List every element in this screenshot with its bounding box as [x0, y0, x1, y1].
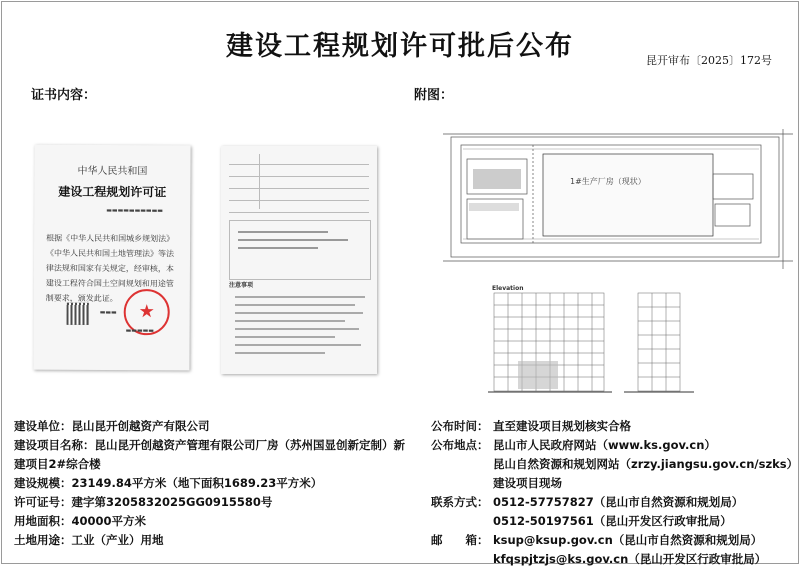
info-row-project-name: 建设项目名称：昆山昆开创越资产管理有限公司厂房（苏州国显创新定制）新建项目2#综合楼 — [14, 438, 405, 471]
qr-code-icon — [67, 303, 89, 325]
main-building — [543, 154, 713, 236]
email-line: kfqspjtzjs@ks.gov.cn（昆山开发区行政审批局） — [493, 552, 767, 566]
certificate-header: 中华人民共和国 — [77, 165, 148, 178]
elevation-label: Elevation — [492, 285, 524, 292]
project-info — [14, 417, 416, 550]
detail-row — [229, 156, 369, 165]
email-line: ksup@ksup.gov.cn（昆山市自然资源和规划局） — [493, 533, 763, 547]
info-row-publish-time: 公布时间： 直至建设项目规划核实合格 — [431, 419, 631, 433]
certificate-detail-page — [221, 146, 377, 374]
certificate-heading: 建设工程规划许可证 — [58, 184, 167, 200]
detail-row — [229, 192, 369, 201]
info-row-permit-number: 许可证号：建字第3205832025GG0915580号 — [14, 495, 273, 509]
contact-line: 0512-50197561（昆山开发区行政审批局） — [493, 514, 732, 528]
detail-row — [229, 180, 369, 189]
info-row-land-area: 用地面积：40000平方米 — [14, 514, 147, 528]
info-row-scale: 建设规模：23149.84平方米（地下面积1689.23平方米） — [14, 476, 323, 490]
info-row-email: 邮 箱： ksup@ksup.gov.cn（昆山市自然资源和规划局） kfqspjtzjs@ks.gov.cn（昆山开发区行政审批局） — [431, 531, 795, 569]
info-row-land-use: 土地用途：工业（产业）用地 — [14, 533, 164, 547]
info-row-contact: 联系方式： 0512-57757827（昆山市自然资源和规划局） 0512-50197561（昆山开发区行政审批局） — [431, 493, 795, 531]
certificate-number-line: ▬▬▬▬▬▬▬▬▬▬ — [106, 206, 163, 215]
contact-line: 0512-57757827（昆山市自然资源和规划局） — [493, 495, 744, 509]
official-seal-icon: ★ — [124, 289, 170, 335]
elevation-drawing-side — [624, 283, 694, 398]
detail-row — [229, 204, 369, 213]
site-plan-drawing — [443, 129, 793, 269]
figure-label: 附图： — [414, 88, 454, 103]
certificate-label: 证书内容： — [31, 88, 97, 103]
elevation-drawing-front — [488, 283, 613, 398]
document-number: 昆开审布〔2025〕172号 — [646, 54, 772, 67]
detail-row — [229, 168, 369, 177]
issuing-org-line: ▬▬▬ — [99, 308, 117, 317]
publish-place-line: 昆山自然资源和规划网站（zrzy.jiangsu.gov.cn/szks） — [493, 457, 799, 471]
certificate-front-page — [33, 145, 190, 371]
info-row-developer: 建设单位：昆山昆开创越资产有限公司 — [14, 419, 210, 433]
certificate-body-text: 根据《中华人民共和国城乡规划法》《中华人民共和国土地管理法》等法律法规和国家有关规定，经审核，本建设工程符合国土空间规划和用途管制要求，颁发此证。 — [45, 233, 175, 304]
info-row-publish-place: 公布地点： 昆山市人民政府网站（www.ks.gov.cn） 昆山自然资源和规划网站（zrzy.jiangsu.gov.cn/szks） 建设项目现场 — [431, 436, 795, 493]
attachment-box — [229, 220, 371, 280]
issue-date-line: ▬▬▬▬▬ — [125, 327, 154, 335]
publication-info — [431, 417, 799, 569]
main-building-label: 1#生产厂房（现状） — [570, 177, 646, 186]
page-title: 建设工程规划许可批后公布 — [226, 31, 574, 62]
publish-place-line: 昆山市人民政府网站（www.ks.gov.cn） — [493, 438, 716, 452]
publish-place-line: 建设项目现场 — [493, 476, 562, 490]
notes-heading: 注意事项 — [229, 282, 254, 289]
